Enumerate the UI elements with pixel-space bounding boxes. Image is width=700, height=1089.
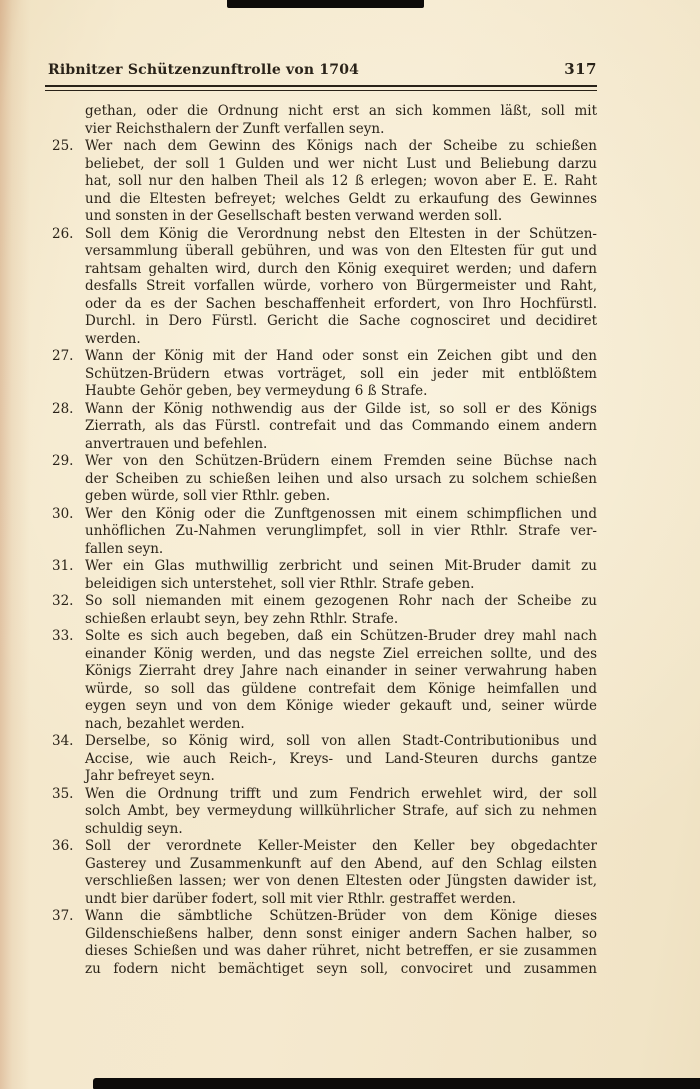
statute-item (52, 226, 597, 349)
text-line: Wer von den Schützen-Brüdern einem Fremden seine Büchse nach (85, 453, 597, 469)
statute-item (52, 348, 597, 401)
statute-item (52, 593, 597, 628)
text-line: verschließen lassen; wer von denen Eltesten oder Jüngsten dawider ist, (85, 873, 597, 889)
text-line: geben würde, soll vier Rthlr. geben. (85, 488, 331, 504)
text-line: versammlung überall gebühren, und was von den Eltesten für gut und (85, 243, 597, 259)
statute-item (52, 908, 597, 978)
running-header-title: Ribnitzer Schützenzunftrolle von 1704 (48, 62, 360, 78)
statute-item (52, 786, 597, 839)
text-line: schuldig seyn. (85, 820, 183, 837)
statute-item (52, 506, 597, 559)
page-number: 317 (564, 60, 597, 78)
text-line: zu fodern nicht bemächtiget seyn soll, convociret und zusammen (85, 960, 597, 977)
text-line: Jahr befreyet seyn. (85, 768, 215, 784)
text-line: Solte es sich auch begeben, daß ein Schützen-Bruder drey mahl nach (85, 628, 597, 644)
text-line: undt bier darüber fodert, soll mit vier Rthlr. gestraffet werden. (85, 890, 516, 907)
item-number: 34. (52, 733, 74, 749)
item-number: 35. (52, 785, 74, 802)
text-line: beleidigen sich unterstehet, soll vier Rthlr. Strafe geben. (85, 575, 475, 592)
item-number: 36. (52, 838, 74, 854)
statute-text-block (52, 103, 597, 978)
continuation-paragraph (52, 103, 597, 138)
text-line: desfalls Streit vorfallen würde, vorhero von Bürgermeister und Raht, (85, 278, 597, 294)
text-line: Gasterey und Zusammenkunft auf den Abend, auf den Schlag eilsten (85, 855, 597, 872)
text-line: Wann der König mit der Hand oder sonst ein Zeichen gibt und den (85, 348, 597, 364)
text-line: würde, so soll das güldene contrefait dem Könige heimfallen und (85, 680, 597, 697)
statute-item (52, 401, 597, 454)
text-line: Königs Zierraht drey Jahre nach einander in seiner verwahrung haben (85, 663, 597, 679)
item-number: 37. (52, 908, 74, 924)
statute-item (52, 453, 597, 506)
text-line: Soll der verordnete Keller-Meister den Keller bey obgedachter (85, 838, 597, 854)
page-gutter-shadow (0, 0, 30, 1089)
running-header (48, 60, 597, 78)
text-line: oder da es der Sachen beschaffenheit erfordert, von Ihro Hochfürstl. (85, 295, 597, 312)
text-line: Gildenschießens halber, denn sonst einiger andern Sachen halber, so (85, 925, 597, 942)
text-line: Wen die Ordnung trifft und zum Fendrich erwehlet wird, der soll (85, 785, 597, 802)
text-line: hat, soll nur den halben Theil als 12 ß erlegen; wovon aber E. E. Raht (85, 173, 597, 189)
text-line: nach, bezahlet werden. (85, 715, 245, 732)
item-number: 25. (52, 138, 74, 154)
text-line: gethan, oder die Ordnung nicht erst an sich kommen läßt, soll mit (85, 103, 597, 119)
text-line: Wann die sämbtliche Schützen-Brüder von dem Könige dieses (85, 908, 597, 924)
text-line: und sonsten in der Gesellschaft besten verwand werden soll. (85, 208, 503, 224)
item-number: 29. (52, 453, 74, 469)
text-line: werden. (85, 330, 141, 347)
text-line: solch Ambt, bey vermeydung willkührlicher Strafe, auf sich zu nehmen (85, 803, 597, 819)
text-line: der Scheiben zu schießen leihen und also ursach zu solchem schießen (85, 470, 597, 487)
text-line: Wann der König nothwendig aus der Gilde ist, so soll er des Königs (85, 400, 597, 417)
item-number: 27. (52, 348, 74, 364)
statute-item (52, 138, 597, 226)
text-line: Haubte Gehör geben, bey vermeydung 6 ß Strafe. (85, 383, 428, 399)
statute-item (52, 838, 597, 908)
text-line: Accise, wie auch Reich-, Kreys- und Land-Steuren durchs gantze (85, 750, 597, 767)
text-line: beliebet, der soll 1 Gulden und wer nicht Lust und Beliebung darzu (85, 155, 597, 172)
item-number: 31. (52, 558, 74, 574)
text-line: unhöflichen Zu-Nahmen verunglimpfet, soll in vier Rthlr. Strafe ver- (85, 523, 597, 539)
text-line: fallen seyn. (85, 540, 164, 557)
text-line: anvertrauen und befehlen. (85, 435, 268, 452)
header-double-rule (45, 85, 597, 91)
item-number: 30. (52, 505, 74, 522)
text-line: Durchl. in Dero Fürstl. Gericht die Sache cognosciret und decidiret (85, 313, 597, 329)
text-line: rahtsam gehalten wird, durch den König exequiret werden; und dafern (85, 260, 597, 277)
text-line: Wer nach dem Gewinn des Königs nach der Scheibe zu schießen (85, 138, 597, 154)
text-line: Wer ein Glas muthwillig zerbricht und seinen Mit-Bruder damit zu (85, 558, 597, 574)
text-line: Soll dem König die Verordnung nebst den Eltesten in der Schützen- (85, 225, 597, 242)
statute-item (52, 628, 597, 733)
text-line: Schützen-Brüdern etwas vorträget, soll ein jeder mit entblößtem (85, 365, 597, 382)
item-number: 26. (52, 225, 74, 242)
scan-artifact-top-bar (227, 0, 424, 8)
item-number: 33. (52, 628, 74, 644)
scan-artifact-bottom-bar (93, 1078, 700, 1089)
text-line: einander König werden, und das negste Ziel erreichen sollte, und des (85, 645, 597, 662)
text-line: vier Reichsthalern der Zunft verfallen seyn. (85, 120, 385, 137)
text-line: Wer den König oder die Zunftgenossen mit einem schimpflichen und (85, 505, 597, 522)
text-line: Zierrath, als das Fürstl. contrefait und das Commando einem andern (85, 418, 597, 434)
text-line: So soll niemanden mit einem gezogenen Rohr nach der Scheibe zu (85, 593, 597, 609)
text-line: Derselbe, so König wird, soll von allen Stadt-Contributionibus und (85, 733, 597, 749)
text-line: schießen erlaubt seyn, bey zehn Rthlr. Strafe. (85, 610, 399, 627)
item-number: 28. (52, 400, 74, 417)
statute-item (52, 558, 597, 593)
text-line: und die Eltesten befreyet; welches Geldt zu erkaufung des Gewinnes (85, 190, 597, 207)
item-number: 32. (52, 593, 74, 609)
text-line: dieses Schießen und was daher rühret, nicht betreffen, er sie zusammen (85, 943, 597, 959)
text-line: eygen seyn und von dem Könige wieder gekauft und, seiner würde (85, 698, 597, 714)
statute-item (52, 733, 597, 786)
